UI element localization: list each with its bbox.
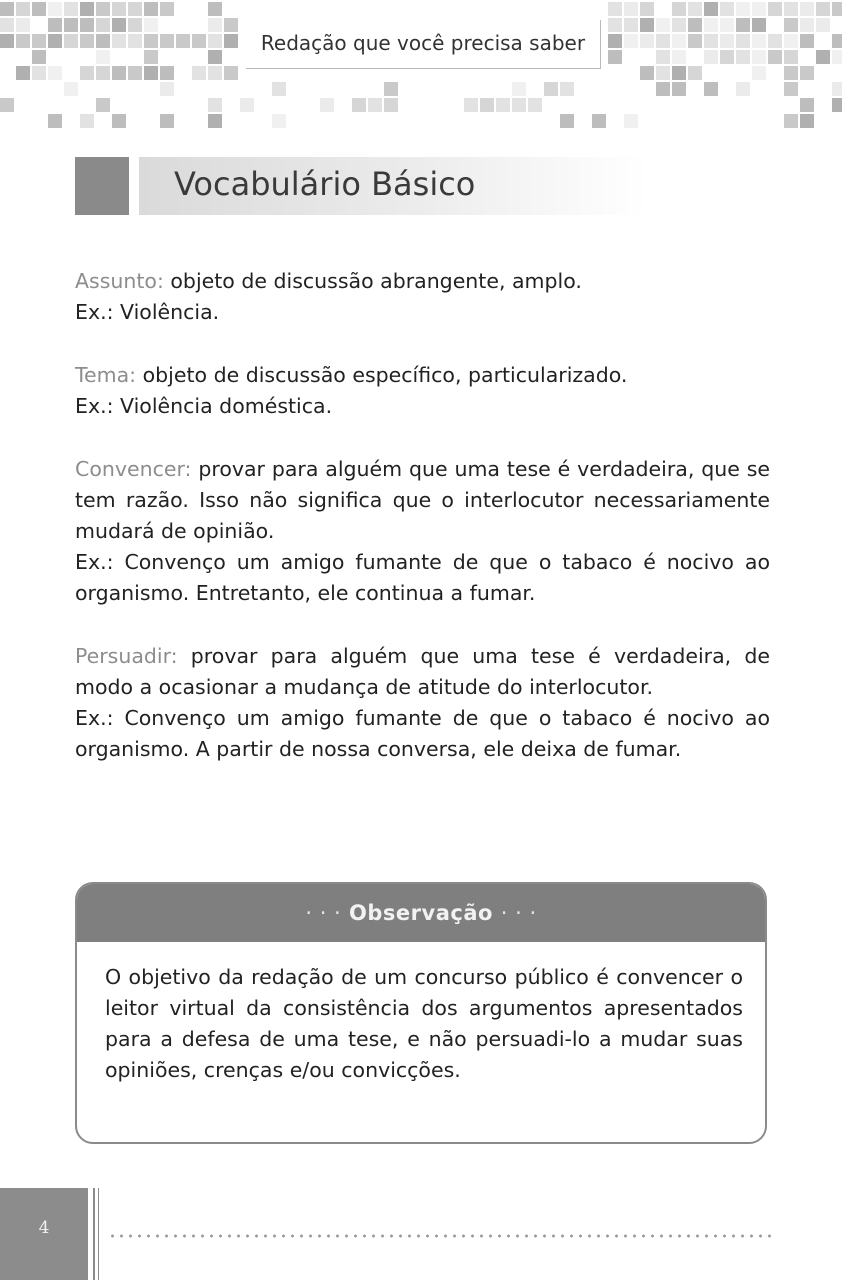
- mosaic-tile: [128, 34, 142, 48]
- definition-example: Ex.: Convenço um amigo fumante de que o tabaco é nocivo ao organismo. Entretanto, ele continua a fumar.: [75, 550, 770, 605]
- mosaic-tile: [688, 18, 702, 32]
- observation-dots-right: · · ·: [500, 901, 537, 925]
- mosaic-tile: [160, 34, 174, 48]
- mosaic-tile: [832, 2, 842, 16]
- mosaic-tile: [96, 98, 110, 112]
- mosaic-tile: [752, 50, 766, 64]
- mosaic-tile: [656, 18, 670, 32]
- mosaic-tile: [16, 34, 30, 48]
- mosaic-tile: [800, 34, 814, 48]
- mosaic-tile: [80, 2, 94, 16]
- mosaic-tile: [64, 18, 78, 32]
- mosaic-tile: [624, 34, 638, 48]
- mosaic-tile: [736, 2, 750, 16]
- mosaic-tile: [560, 114, 574, 128]
- mosaic-tile: [672, 2, 686, 16]
- mosaic-tile: [672, 34, 686, 48]
- mosaic-tile: [208, 50, 222, 64]
- mosaic-tile: [624, 114, 638, 128]
- mosaic-tile: [784, 82, 798, 96]
- mosaic-tile: [80, 34, 94, 48]
- mosaic-tile: [704, 2, 718, 16]
- running-header-title: Redação que você precisa saber: [260, 31, 586, 55]
- mosaic-tile: [320, 98, 334, 112]
- section-title: Vocabulário Básico: [174, 165, 476, 203]
- observation-header: [77, 884, 765, 942]
- mosaic-tile: [112, 66, 126, 80]
- mosaic-tile: [112, 114, 126, 128]
- mosaic-tile: [720, 34, 734, 48]
- mosaic-tile: [768, 2, 782, 16]
- mosaic-tile: [736, 34, 750, 48]
- definition-term: Assunto:: [75, 269, 164, 293]
- page-box-frame: [98, 1188, 99, 1280]
- mosaic-tile: [816, 18, 830, 32]
- mosaic-tile: [224, 66, 238, 80]
- mosaic-tile: [272, 114, 286, 128]
- observation-dots-left: · · ·: [305, 901, 342, 925]
- running-header: [246, 20, 601, 69]
- mosaic-tile: [32, 50, 46, 64]
- mosaic-tile: [368, 98, 382, 112]
- mosaic-tile: [608, 50, 622, 64]
- mosaic-tile: [112, 34, 126, 48]
- mosaic-tile: [480, 98, 494, 112]
- mosaic-tile: [592, 114, 606, 128]
- mosaic-tile: [784, 114, 798, 128]
- mosaic-tile: [16, 2, 30, 16]
- mosaic-tile: [512, 82, 526, 96]
- observation-text: O objetivo da redação de um concurso público é convencer o leitor virtual da consistência dos argumentos apresentados para a defesa de uma tese, e não persuadi-lo a mudar suas opiniões, crenças e/ou convicções.: [105, 965, 743, 1082]
- mosaic-tile: [96, 2, 110, 16]
- mosaic-tile: [672, 66, 686, 80]
- mosaic-tile: [112, 2, 126, 16]
- mosaic-tile: [48, 34, 62, 48]
- definition-entry-convencer: [75, 454, 770, 609]
- observation-title: Observação: [349, 901, 493, 925]
- mosaic-tile: [640, 2, 654, 16]
- mosaic-tile: [768, 50, 782, 64]
- mosaic-tile: [16, 66, 30, 80]
- definition-entry-tema: [75, 360, 770, 422]
- mosaic-tile: [688, 66, 702, 80]
- mosaic-tile: [96, 18, 110, 32]
- mosaic-tile: [784, 50, 798, 64]
- mosaic-tile: [32, 2, 46, 16]
- mosaic-tile: [224, 34, 238, 48]
- mosaic-tile: [144, 66, 158, 80]
- mosaic-tile: [736, 50, 750, 64]
- mosaic-tile: [640, 34, 654, 48]
- mosaic-tile: [736, 82, 750, 96]
- mosaic-tile: [64, 82, 78, 96]
- observation-box: [75, 882, 767, 1144]
- mosaic-tile: [528, 98, 542, 112]
- mosaic-tile: [160, 66, 174, 80]
- mosaic-tile: [80, 114, 94, 128]
- mosaic-tile: [0, 34, 14, 48]
- mosaic-tile: [96, 50, 110, 64]
- mosaic-tile: [160, 114, 174, 128]
- mosaic-tile: [32, 34, 46, 48]
- definition-example: Ex.: Violência doméstica.: [75, 394, 333, 418]
- mosaic-tile: [752, 34, 766, 48]
- mosaic-tile: [672, 18, 686, 32]
- mosaic-tile: [144, 50, 158, 64]
- mosaic-tile: [832, 34, 842, 48]
- mosaic-tile: [640, 66, 654, 80]
- mosaic-tile: [800, 114, 814, 128]
- mosaic-tile: [112, 18, 126, 32]
- mosaic-tile: [640, 18, 654, 32]
- mosaic-tile: [800, 2, 814, 16]
- definition-text: provar para alguém que uma tese é verdadeira, de modo a ocasionar a mudança de atitude do interlocutor.: [75, 644, 770, 699]
- definition-example: Ex.: Violência.: [75, 300, 220, 324]
- mosaic-tile: [208, 66, 222, 80]
- mosaic-tile: [800, 66, 814, 80]
- mosaic-tile: [768, 34, 782, 48]
- mosaic-tile: [16, 18, 30, 32]
- mosaic-tile: [832, 82, 842, 96]
- mosaic-tile: [48, 18, 62, 32]
- mosaic-tile: [0, 98, 14, 112]
- mosaic-tile: [144, 18, 158, 32]
- definition-term: Persuadir:: [75, 644, 178, 668]
- definition-term: Convencer:: [75, 457, 192, 481]
- mosaic-tile: [208, 18, 222, 32]
- mosaic-tile: [608, 2, 622, 16]
- mosaic-tile: [160, 82, 174, 96]
- definition-text: objeto de discussão específico, particularizado.: [142, 363, 628, 387]
- definition-term: Tema:: [75, 363, 137, 387]
- mosaic-tile: [144, 2, 158, 16]
- mosaic-tile: [0, 2, 14, 16]
- mosaic-tile: [160, 2, 174, 16]
- mosaic-tile: [48, 114, 62, 128]
- mosaic-tile: [672, 82, 686, 96]
- mosaic-tile: [752, 66, 766, 80]
- mosaic-tile: [144, 34, 158, 48]
- mosaic-tile: [704, 34, 718, 48]
- mosaic-tile: [128, 66, 142, 80]
- mosaic-tile: [736, 18, 750, 32]
- mosaic-tile: [560, 82, 574, 96]
- mosaic-tile: [224, 18, 238, 32]
- mosaic-tile: [48, 2, 62, 16]
- definition-text: provar para alguém que uma tese é verdadeira, que se tem razão. Isso não significa que o interlocutor necessariamente mudará de opinião.: [75, 457, 770, 543]
- mosaic-tile: [48, 66, 62, 80]
- definition-example: Ex.: Convenço um amigo fumante de que o tabaco é nocivo ao organismo. A partir de nossa conversa, ele deixa de fumar.: [75, 706, 770, 761]
- mosaic-tile: [176, 34, 190, 48]
- mosaic-tile: [800, 98, 814, 112]
- definition-entry-persuadir: [75, 641, 770, 765]
- mosaic-tile: [624, 2, 638, 16]
- definitions-list: [75, 266, 770, 797]
- mosaic-tile: [384, 82, 398, 96]
- mosaic-tile: [784, 2, 798, 16]
- mosaic-tile: [672, 50, 686, 64]
- mosaic-tile: [784, 34, 798, 48]
- mosaic-tile: [656, 82, 670, 96]
- mosaic-tile: [704, 50, 718, 64]
- mosaic-tile: [192, 34, 206, 48]
- definition-entry-assunto: [75, 266, 770, 328]
- definition-text: objeto de discussão abrangente, amplo.: [170, 269, 582, 293]
- mosaic-tile: [352, 98, 366, 112]
- mosaic-tile: [832, 50, 842, 64]
- mosaic-tile: [784, 18, 798, 32]
- mosaic-tile: [656, 66, 670, 80]
- mosaic-tile: [240, 98, 254, 112]
- mosaic-tile: [608, 18, 622, 32]
- mosaic-tile: [384, 98, 398, 112]
- mosaic-tile: [624, 18, 638, 32]
- mosaic-tile: [80, 66, 94, 80]
- heading-marker-square: [75, 157, 129, 215]
- mosaic-tile: [0, 18, 14, 32]
- mosaic-tile: [128, 18, 142, 32]
- mosaic-tile: [544, 82, 558, 96]
- footer-dotted-rule: [108, 1234, 774, 1238]
- mosaic-tile: [816, 2, 830, 16]
- mosaic-tile: [64, 2, 78, 16]
- mosaic-tile: [656, 34, 670, 48]
- page-number: 4: [38, 1218, 50, 1238]
- mosaic-tile: [496, 98, 510, 112]
- mosaic-tile: [208, 98, 222, 112]
- mosaic-tile: [704, 82, 718, 96]
- mosaic-tile: [96, 34, 110, 48]
- mosaic-tile: [80, 18, 94, 32]
- mosaic-tile: [32, 66, 46, 80]
- mosaic-tile: [512, 98, 526, 112]
- mosaic-tile: [720, 18, 734, 32]
- mosaic-tile: [832, 98, 842, 112]
- mosaic-tile: [752, 2, 766, 16]
- mosaic-tile: [272, 82, 286, 96]
- mosaic-tile: [208, 2, 222, 16]
- mosaic-tile: [128, 2, 142, 16]
- mosaic-tile: [656, 50, 670, 64]
- mosaic-tile: [816, 50, 830, 64]
- mosaic-tile: [464, 98, 478, 112]
- mosaic-tile: [608, 34, 622, 48]
- mosaic-tile: [64, 34, 78, 48]
- mosaic-tile: [96, 66, 110, 80]
- mosaic-tile: [752, 18, 766, 32]
- mosaic-tile: [720, 2, 734, 16]
- mosaic-tile: [208, 114, 222, 128]
- mosaic-tile: [192, 66, 206, 80]
- mosaic-tile: [800, 18, 814, 32]
- mosaic-tile: [688, 34, 702, 48]
- mosaic-tile: [208, 34, 222, 48]
- mosaic-tile: [688, 2, 702, 16]
- mosaic-tile: [720, 50, 734, 64]
- mosaic-tile: [784, 66, 798, 80]
- mosaic-tile: [704, 18, 718, 32]
